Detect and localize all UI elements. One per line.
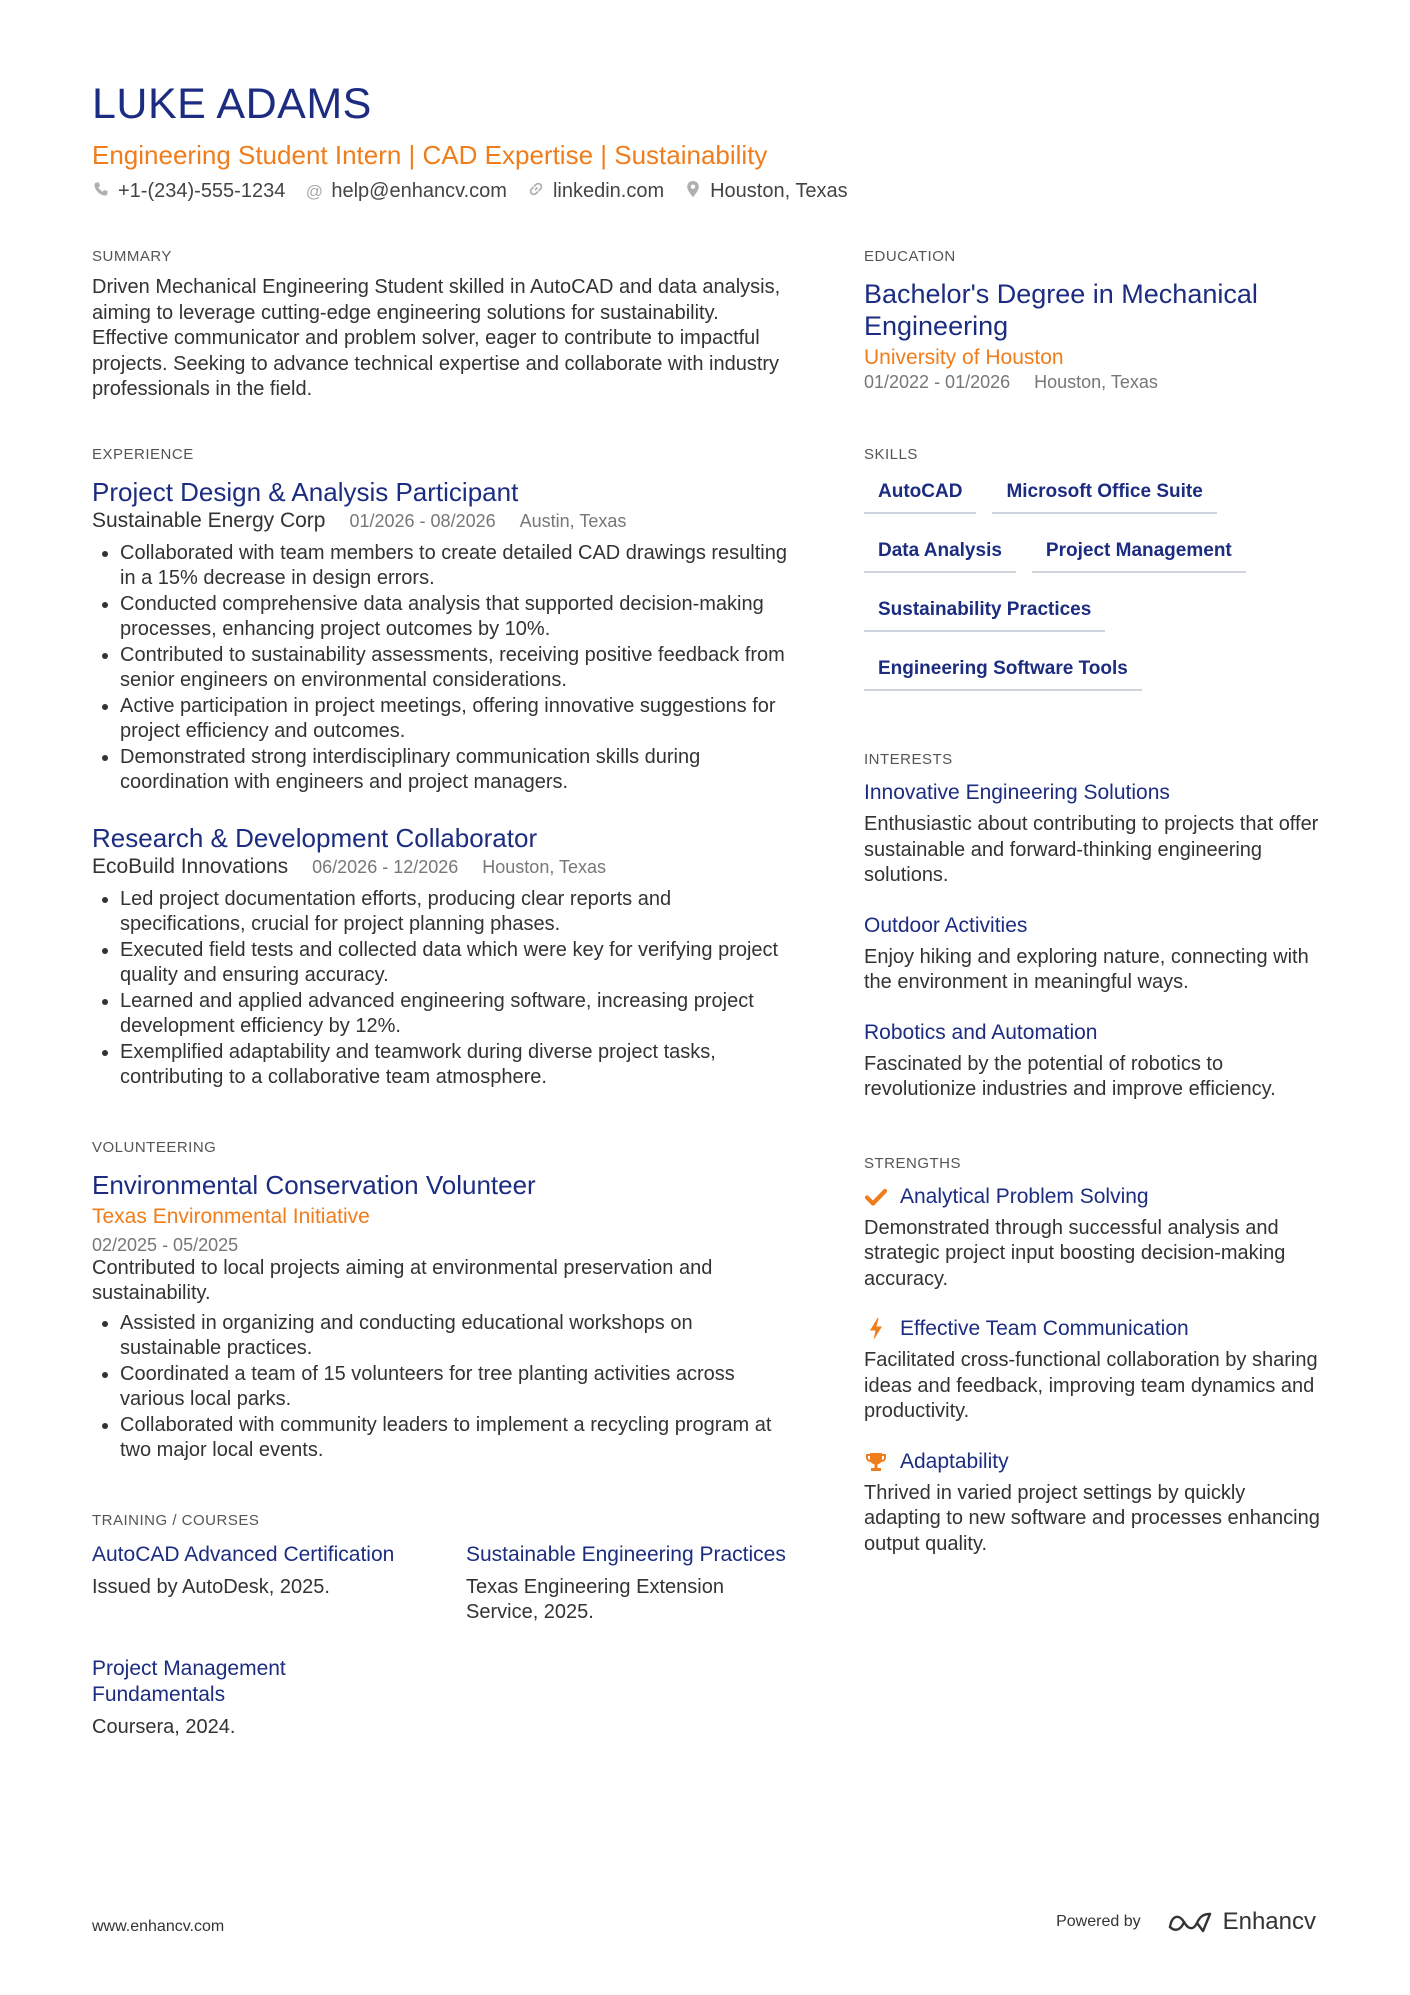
bullet-item: • Collaborated with community leaders to implement a recycling program at two major local events. bbox=[120, 1413, 792, 1464]
strength-title: Analytical Problem Solving bbox=[900, 1184, 1149, 1208]
course-item bbox=[92, 1542, 466, 1626]
skill-tag: Sustainability Practices bbox=[864, 593, 1105, 632]
skill-tag: Microsoft Office Suite bbox=[992, 475, 1216, 514]
volunteer-bullets bbox=[92, 1311, 792, 1464]
contact-bar bbox=[92, 180, 848, 203]
education-meta bbox=[864, 372, 1324, 393]
education-location: Houston, Texas bbox=[1034, 372, 1158, 392]
interest-desc: Fascinated by the potential of robotics to revolutionize industries and improve efficiency. bbox=[864, 1052, 1276, 1100]
volunteering-section bbox=[92, 1139, 792, 1464]
skills-heading: SKILLS bbox=[864, 446, 918, 463]
experience-item bbox=[92, 822, 792, 1091]
email-text[interactable]: help@enhancv.com bbox=[331, 180, 507, 202]
strength-item bbox=[864, 1316, 1324, 1425]
interests-section bbox=[864, 751, 1324, 1103]
strength-desc: Demonstrated through successful analysis and strategic project input boosting decision-making accuracy. bbox=[864, 1216, 1286, 1290]
interest-title: Innovative Engineering Solutions bbox=[864, 781, 1170, 804]
education-degree: Bachelor's Degree in Mechanical Engineering bbox=[864, 279, 1258, 341]
skill-tag: Engineering Software Tools bbox=[864, 652, 1142, 691]
course-issuer: Coursera, 2024. bbox=[92, 1715, 236, 1738]
strengths-heading: STRENGTHS bbox=[864, 1154, 962, 1172]
job-title: Project Design & Analysis Participant bbox=[92, 476, 519, 507]
at-icon: @ bbox=[305, 181, 323, 201]
skills-list bbox=[864, 475, 1324, 691]
volunteer-dates: 02/2025 - 05/2025 bbox=[92, 1234, 239, 1255]
job-title: Research & Development Collaborator bbox=[92, 822, 538, 853]
interest-item bbox=[864, 913, 1324, 996]
bullet-item: • Assisted in organizing and conducting educational workshops on sustainable practices. bbox=[120, 1311, 792, 1362]
skills-section bbox=[864, 446, 1324, 691]
interest-title: Outdoor Activities bbox=[864, 913, 1028, 937]
interest-item bbox=[864, 780, 1324, 889]
bullet-item: • Collaborated with team members to create detailed CAD drawings resulting in a 15% decrease in design errors. bbox=[120, 541, 792, 592]
job-dates: 06/2026 - 12/2026 bbox=[312, 856, 459, 877]
footer-brand bbox=[1056, 1908, 1316, 1936]
skill-tag: AutoCAD bbox=[864, 475, 976, 514]
course-title: Sustainable Engineering Practices bbox=[466, 1542, 786, 1566]
job-bullets bbox=[92, 887, 792, 1091]
education-section bbox=[864, 248, 1324, 393]
course-issuer: Issued by AutoDesk, 2025. bbox=[92, 1575, 330, 1598]
bullet-item: • Executed field tests and collected data which were key for verifying project quality and ensuring accuracy. bbox=[120, 938, 792, 989]
contact-phone bbox=[92, 180, 285, 203]
location-pin-icon bbox=[684, 180, 702, 203]
enhancv-logo-icon bbox=[1167, 1910, 1213, 1934]
volunteer-role: Environmental Conservation Volunteer bbox=[92, 1169, 536, 1200]
bullet-item: • Exemplified adaptability and teamwork during diverse project tasks, contributing to a collaborative team atmosphere. bbox=[120, 1040, 792, 1091]
lightning-icon bbox=[864, 1317, 888, 1341]
job-dates: 01/2026 - 08/2026 bbox=[349, 510, 496, 531]
candidate-tagline: Engineering Student Intern | CAD Expertise | Sustainability bbox=[92, 140, 768, 170]
training-section bbox=[92, 1512, 792, 1741]
experience-section bbox=[92, 446, 792, 1091]
skill-tag: Project Management bbox=[1032, 534, 1246, 573]
course-title: AutoCAD Advanced Certification bbox=[92, 1542, 395, 1566]
course-item bbox=[466, 1542, 786, 1626]
strength-head bbox=[864, 1184, 1324, 1210]
bullet-item: • Contributed to sustainability assessments, receiving positive feedback from senior engineers on environmental considerations. bbox=[120, 643, 792, 694]
strength-head bbox=[864, 1316, 1324, 1342]
interest-desc: Enjoy hiking and exploring nature, connecting with the environment in meaningful ways. bbox=[864, 945, 1309, 993]
summary-section bbox=[92, 248, 792, 403]
phone-text: +1-(234)-555-1234 bbox=[118, 180, 286, 202]
volunteer-org: Texas Environmental Initiative bbox=[92, 1204, 370, 1228]
experience-item bbox=[92, 476, 792, 796]
contact-location bbox=[684, 180, 848, 203]
location-text: Houston, Texas bbox=[710, 180, 848, 202]
linkedin-text[interactable]: linkedin.com bbox=[552, 180, 665, 202]
bullet-item: • Led project documentation efforts, producing clear reports and specifications, crucial for project planning phases. bbox=[120, 887, 792, 938]
interest-desc: Enthusiastic about contributing to projects that offer sustainable and forward-thinking engineering solutions. bbox=[864, 813, 1319, 886]
strength-item bbox=[864, 1184, 1324, 1293]
interest-title: Robotics and Automation bbox=[864, 1020, 1098, 1044]
footer-url[interactable]: www.enhancv.com bbox=[92, 1918, 225, 1935]
contact-email[interactable] bbox=[305, 180, 507, 203]
strength-desc: Thrived in varied project settings by quickly adapting to new software and processes enhancing output quality. bbox=[864, 1481, 1320, 1555]
job-company: Sustainable Energy Corp bbox=[92, 508, 326, 532]
strength-title: Adaptability bbox=[900, 1449, 1009, 1473]
course-grid bbox=[92, 1542, 792, 1741]
interest-item bbox=[864, 1020, 1324, 1103]
enhancv-logo-text: Enhancv bbox=[1222, 1908, 1316, 1935]
bullet-item: • Demonstrated strong interdisciplinary communication skills during coordination with engineers and project managers. bbox=[120, 745, 792, 796]
bullet-item: • Coordinated a team of 15 volunteers for tree planting activities across various local parks. bbox=[120, 1362, 792, 1413]
education-heading: EDUCATION bbox=[864, 248, 956, 265]
interests-heading: INTERESTS bbox=[864, 751, 953, 768]
summary-text: Driven Mechanical Engineering Student skilled in AutoCAD and data analysis, aiming to leverage cutting-edge engineering solutions for sustainability. Effective communicator and problem solver, eager to contribute to impactful projects. Seeking to advance technical expertise and collaborate with industry professionals in the field. bbox=[92, 276, 781, 400]
summary-heading: SUMMARY bbox=[92, 248, 172, 265]
job-bullets bbox=[92, 541, 792, 796]
left-column bbox=[92, 248, 792, 1740]
trophy-icon bbox=[864, 1450, 888, 1474]
job-meta bbox=[92, 855, 792, 879]
contact-linkedin[interactable] bbox=[527, 180, 664, 203]
training-heading: TRAINING / COURSES bbox=[92, 1511, 260, 1529]
candidate-name: LUKE ADAMS bbox=[92, 80, 372, 128]
link-icon bbox=[527, 181, 545, 202]
job-meta bbox=[92, 509, 792, 533]
course-item bbox=[92, 1656, 352, 1741]
enhancv-logo[interactable] bbox=[1167, 1908, 1316, 1936]
education-dates: 01/2022 - 01/2026 bbox=[864, 372, 1011, 392]
right-column bbox=[864, 248, 1324, 1557]
check-icon bbox=[864, 1185, 888, 1209]
education-school: University of Houston bbox=[864, 346, 1064, 369]
job-location: Houston, Texas bbox=[482, 856, 607, 877]
course-title: Project Management Fundamentals bbox=[92, 1656, 286, 1706]
strength-title: Effective Team Communication bbox=[900, 1317, 1189, 1340]
job-location: Austin, Texas bbox=[519, 510, 627, 531]
strength-item bbox=[864, 1449, 1324, 1558]
phone-icon bbox=[92, 181, 110, 202]
strengths-section bbox=[864, 1155, 1324, 1558]
powered-by-label: Powered by bbox=[1056, 1913, 1141, 1930]
skill-tag: Data Analysis bbox=[864, 534, 1016, 573]
strength-head bbox=[864, 1449, 1324, 1475]
course-issuer: Texas Engineering Extension Service, 2025. bbox=[466, 1575, 724, 1623]
job-company: EcoBuild Innovations bbox=[92, 854, 289, 878]
bullet-item: • Conducted comprehensive data analysis that supported decision-making processes, enhancing project outcomes by 10%. bbox=[120, 592, 792, 643]
strength-desc: Facilitated cross-functional collaboration by sharing ideas and feedback, improving team dynamics and productivity. bbox=[864, 1349, 1318, 1422]
experience-heading: EXPERIENCE bbox=[92, 445, 194, 463]
bullet-item: • Active participation in project meetings, offering innovative suggestions for project efficiency and outcomes. bbox=[120, 694, 792, 745]
volunteering-heading: VOLUNTEERING bbox=[92, 1138, 217, 1156]
volunteer-description: Contributed to local projects aiming at environmental preservation and sustainability. bbox=[92, 1256, 713, 1304]
bullet-item: • Learned and applied advanced engineering software, increasing project development efficiency by 12%. bbox=[120, 989, 792, 1040]
